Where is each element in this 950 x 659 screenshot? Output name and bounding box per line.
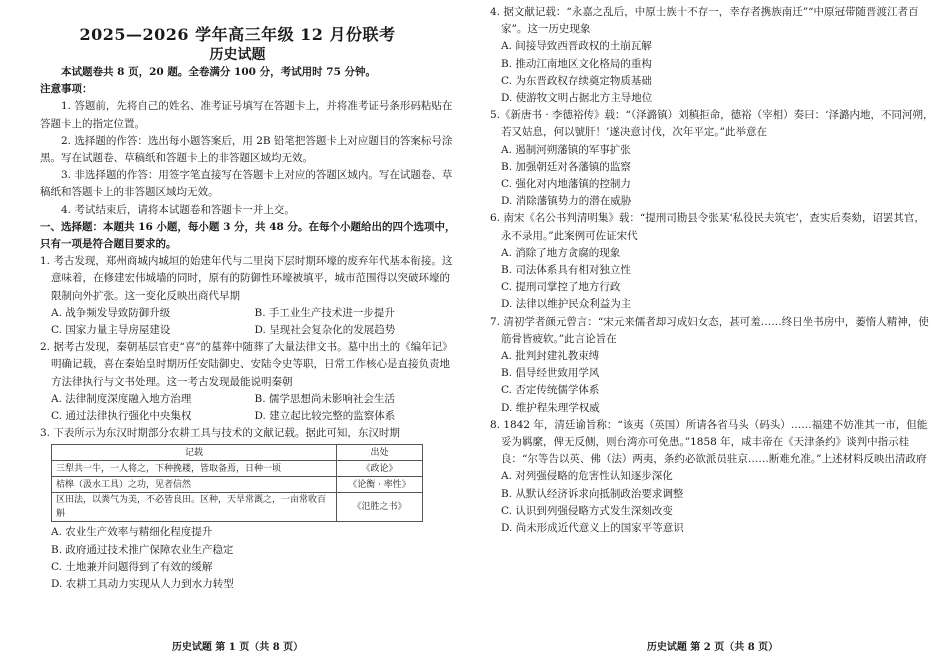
question-8 bbox=[490, 417, 935, 537]
table-cell-source: 《政论》 bbox=[337, 461, 423, 477]
option-d: D. 使游牧文明占据北方主导地位 bbox=[501, 92, 653, 105]
option-b: B. 政府通过技术推广保障农业生产稳定 bbox=[51, 543, 234, 556]
question-6 bbox=[490, 210, 935, 313]
page-2-content bbox=[490, 4, 935, 537]
exam-info: 本试题卷共 8 页，20 题。全卷满分 100 分，考试用时 75 分钟。 bbox=[61, 66, 377, 78]
page-1-content bbox=[40, 64, 458, 593]
records-table bbox=[51, 444, 423, 522]
option-b: B. 倡导经世致用学风 bbox=[501, 367, 600, 380]
option-d: D. 建立起比较完整的监察体系 bbox=[254, 410, 396, 423]
question-text: 7. 清初学者颜元曾言：“宋元来儒者却习成妇女态，甚可羞……终日坐书房中，萎惰人精神，使筋骨皆疲软。”此言论旨在 bbox=[490, 315, 929, 345]
option-a: A. 法律制度深度融入地方治理 bbox=[51, 392, 192, 405]
question-3 bbox=[40, 425, 458, 593]
option-c: C. 土地兼并问题得到了有效的缓解 bbox=[51, 560, 213, 573]
option-c: C. 强化对内地藩镇的控制力 bbox=[501, 178, 631, 191]
question-text: 2. 据考古发现，秦朝基层官吏“喜”的墓葬中随葬了大量法律文书。墓中出土的《编年记》明确记载，喜在秦始皇时期历任安陆御史、安陆令史等职，日常工作核心是直接负责地方法律执行与文书处理。这一考古发现最能说明秦朝 bbox=[40, 341, 453, 388]
table-cell-record: 区田法，以粪气为美，不必皆良田。区种，天旱常溉之，一亩常收百斛 bbox=[52, 493, 337, 522]
option-a: A. 遏制河朔藩镇的军事扩张 bbox=[501, 143, 631, 156]
option-c: C. 通过法律执行强化中央集权 bbox=[51, 410, 192, 423]
option-d: D. 维护程朱理学权威 bbox=[501, 401, 600, 414]
question-5 bbox=[490, 107, 935, 210]
option-b: B. 加强朝廷对各藩镇的监察 bbox=[501, 160, 631, 173]
notice-heading: 注意事项： bbox=[40, 83, 93, 96]
table-cell-source: 《论衡 · 率性》 bbox=[337, 477, 423, 493]
page-footer: 历史试题 第 2 页（共 8 页） bbox=[646, 642, 779, 653]
question-4 bbox=[490, 4, 935, 107]
exam-page-2 bbox=[475, 0, 950, 659]
option-a: A. 农业生产效率与精细化程度提升 bbox=[51, 526, 213, 539]
table-header-source: 出处 bbox=[337, 445, 423, 461]
question-options bbox=[40, 391, 458, 425]
question-2 bbox=[40, 339, 458, 425]
option-d: D. 呈现社会复杂化的发展趋势 bbox=[254, 324, 396, 337]
question-text: 1. 考古发现，郑州商城内城垣的始建年代与二里岗下层时期环壕的废弃年代基本衔接。这意味着，在修建宏伟城墙的同时，原有的防御性环壕被填平，城市范围得以突破环壕的限制向外扩张。这一变化反映出商代早期 bbox=[40, 255, 453, 302]
option-a: A. 间接导致西晋政权的土崩瓦解 bbox=[501, 40, 652, 53]
question-text: 4. 据文献记载：“永嘉之乱后，中原士族十不存一，幸存者携族南迁”“中原冠带随晋渡江者百家”。这一历史现象 bbox=[490, 6, 919, 36]
option-c: C. 否定传统儒学体系 bbox=[501, 384, 600, 397]
table-cell-source: 《氾胜之书》 bbox=[337, 493, 423, 522]
exam-title: 2025—2026 学年高三年级 12 月份联考 bbox=[79, 25, 396, 44]
option-a: A. 消除了地方贪腐的现象 bbox=[501, 246, 621, 259]
table-cell-record: 三犁共一牛，一人将之，下种挽耧，皆取备焉，日种一顷 bbox=[52, 461, 337, 477]
page-footer: 历史试题 第 1 页（共 8 页） bbox=[171, 642, 304, 653]
option-a: A. 战争频发导致防御升级 bbox=[51, 306, 171, 319]
option-c: C. 为东晋政权存续奠定物质基础 bbox=[501, 74, 652, 87]
notice-item: 1. 答题前，先将自己的姓名、准考证号填写在答题卡上，并将准考证号条形码粘贴在答题卡上的指定位置。 bbox=[40, 100, 453, 130]
exam-subtitle: 历史试题 bbox=[209, 47, 266, 63]
table-row bbox=[52, 493, 423, 522]
table-row bbox=[52, 461, 423, 477]
table-cell-record: 桔槔（汲水工具）之功，见者信然 bbox=[52, 477, 337, 493]
question-text: 8. 1842 年，清廷谕旨称：“该夷（英国）所请各省马头（码头）……福建不妨准其一市，但能妥为羁縻，俾无反侧，则台湾亦可免患。”1858 年，咸丰帝在《天津条约》谈判中指示桂良：“尔等告以英、佛（法）两夷，条约必欲派员驻京……断难允准。”上述材料反映出清政府 bbox=[490, 418, 928, 466]
table-header-record: 记载 bbox=[52, 445, 337, 461]
option-b: B. 推动江南地区文化格局的重构 bbox=[501, 57, 652, 70]
option-b: B. 司法体系具有相对独立性 bbox=[501, 264, 631, 277]
question-text: 5.《新唐书 · 李德裕传》载：“（泽潞镇）刘稹拒命，德裕（宰相）奏曰：‘泽潞内地，不同河朔，若又姑息，何以號肝！’遂决意讨伐，次年平定。”此举意在 bbox=[490, 109, 934, 139]
question-7 bbox=[490, 314, 935, 417]
option-d: D. 尚未形成近代意义上的国家平等意识 bbox=[501, 522, 684, 535]
table-header-row bbox=[52, 445, 423, 461]
notice-item: 2. 选择题的作答：选出每小题答案后，用 2B 铅笔把答题卡上对应题目的答案标号涂黑。写在试题卷、草稿纸和答题卡上的非答题区域均无效。 bbox=[40, 134, 453, 165]
option-a: A. 对列强侵略的危害性认知逐步深化 bbox=[501, 470, 673, 483]
question-1 bbox=[40, 253, 458, 339]
section-heading: 一、选择题：本题共 16 小题，每小题 3 分，共 48 分。在每个小题给出的四个选项中，只有一项是符合题目要求的。 bbox=[40, 220, 456, 251]
option-b: B. 从默认经济诉求向抵制政治要求调整 bbox=[501, 487, 684, 500]
notice-item: 4. 考试结束后，请将本试题卷和答题卡一并上交。 bbox=[61, 203, 295, 216]
question-text: 3. 下表所示为东汉时期部分农耕工具与技术的文献记载。据此可知，东汉时期 bbox=[40, 427, 400, 440]
option-a: A. 批判封建礼教束缚 bbox=[501, 350, 600, 363]
notice-item: 3. 非选择题的作答：用签字笔直接写在答题卡上对应的答题区域内。写在试题卷、草稿纸和答题卡上的非答题区域均无效。 bbox=[40, 169, 453, 199]
option-c: C. 国家力量主导房屋建设 bbox=[51, 324, 171, 337]
table-row bbox=[52, 477, 423, 493]
option-d: D. 农耕工具动力实现从人力到水力转型 bbox=[51, 578, 234, 591]
option-c: C. 认识到列强侵略方式发生深刻改变 bbox=[501, 504, 673, 517]
option-b: B. 手工业生产技术进一步提升 bbox=[254, 306, 395, 319]
question-options bbox=[40, 305, 458, 339]
question-text: 6. 南宋《名公书判清明集》载：“提刑司勘县令张某‘私役民夫筑宅’，查实后奏劾，诏罢其官，永不录用。”此案例可佐证宋代 bbox=[490, 212, 925, 242]
option-c: C. 提刑司掌控了地方行政 bbox=[501, 281, 621, 294]
option-b: B. 儒学思想尚未影响社会生活 bbox=[254, 392, 395, 405]
option-d: D. 消除藩镇势力的潜在威胁 bbox=[501, 195, 632, 208]
option-d: D. 法律以维护民众利益为主 bbox=[501, 298, 632, 311]
